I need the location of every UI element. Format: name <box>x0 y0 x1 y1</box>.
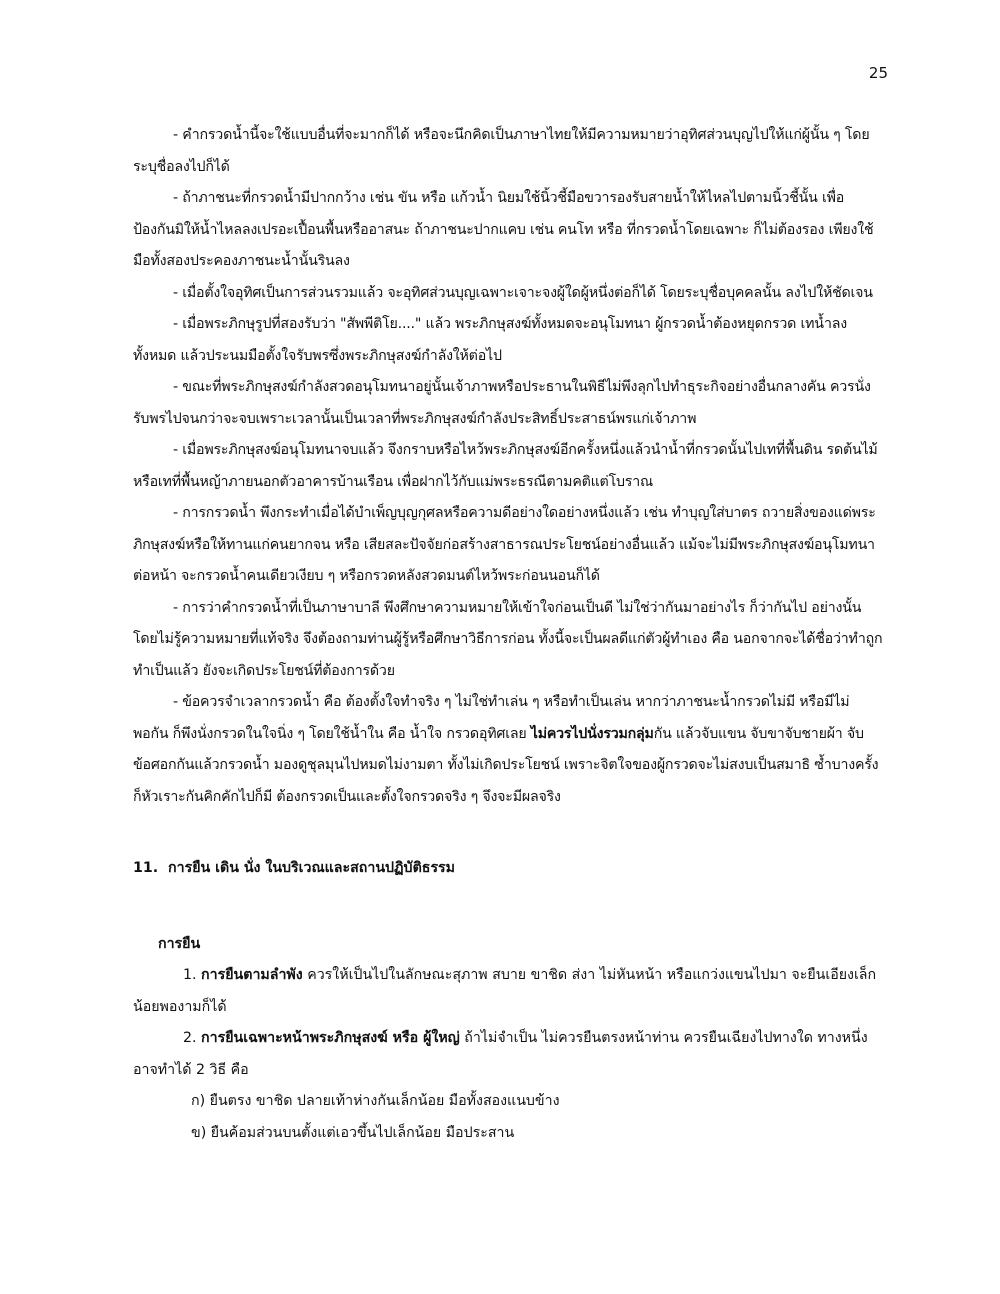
section-title: การยืน เดิน นั่ง ในบริเวณและสถานปฏิบัติธรรม <box>168 860 456 876</box>
item-1-heading: การยืนตามลำพัง <box>201 967 303 983</box>
bullet-paragraph-6: - เมื่อพระภิกษุสงฆ์อนุโมทนาจบแล้ว จึงกราบหรือไหว้พระภิกษุสงฆ์อีกครั้งหนึ่งแล้วนำน้ำที่กรวดนั้นไปเทที่พื้นดิน รดต้นไม้ หรือเทที่พื้นหญ้าภายนอกตัวอาคารบ้านเรือน เพื่อฝากไว้กับแม่พระธรณีตามคติแต่โบราณ <box>133 442 878 490</box>
item-1-text: ควรให้เป็นไปในลักษณะสุภาพ สบาย ขาชิด ส่งา ไม่หันหน้า หรือแกว่งแขนไปมา จะยืนเอียงเล็กน้อยพองามก็ได้ <box>133 967 877 1015</box>
bullet-9-text-after: กัน แล้วจับแขน จับขาจับชายผ้า จับข้อศอกกันแล้วกรวดน้ำ มองดูชุลมุนไปหมดไม่งามตา ทั้งไม่เกิดประโยชน์ เพราะจิตใจของผู้กรวดจะไม่สงบเป็นสมาธิ ซ้ำบางครั้งก็หัวเราะกันคิกคักไปก็มี ต้องกรวดเป็นและตั้งใจกรวดจริง ๆ จึงจะมีผลจริง <box>133 725 879 805</box>
page-number: 25 <box>868 64 888 82</box>
bullet-paragraph-2: - ถ้าภาชนะที่กรวดน้ำมีปากกว้าง เช่น ขัน หรือ แก้วน้ำ นิยมใช้นิ้วชี้มือขวารองรับสายน้ำให้ไหลไปตามนิ้วชี้นั้น เพื่อป้องกันมิให้น้ำไหลลงเปรอะเปื้อนพื้นหรืออาสนะ ถ้าภาชนะปากแคบ เช่น คนโท หรือ ที่กรวดน้ำโดยเฉพาะ ก็ไม่ต้องรอง เพียงใช้มือทั้งสองประคองภาชนะน้ำนั้นรินลง <box>133 190 874 269</box>
bullet-paragraph-8: - การว่าคำกรวดน้ำที่เป็นภาษาบาลี พึงศึกษาความหมายให้เข้าใจก่อนเป็นดี ไม่ใช่ว่ากันมาอย่างไร ก็ว่ากันไป อย่างนั้น โดยไม่รู้ความหมายที่แท้จริง จึงต้องถามท่านผู้รู้หรือศึกษาวิธีการก่อน ทั้งนี้จะเป็นผลดีแก่ตัวผู้ทำเอง คือ นอกจากจะได้ชื่อว่าทำถูกทำเป็นแล้ว ยังจะเกิดประโยชน์ที่ต้องการด้วย <box>133 599 883 679</box>
item-2-label: 2. <box>183 1030 202 1046</box>
bullet-paragraph-5: - ขณะที่พระภิกษุสงฆ์กำลังสวดอนุโมทนาอยู่นั้นเจ้าภาพหรือประธานในพิธีไม่พึงลุกไปทำธุระกิจอย่างอื่นกลางคัน ควรนั่งรับพรไปจนกว่าจะจบเพราะเวลานั้นเป็นเวลาที่พระภิกษุสงฆ์กำลังประสิทธิ์ประสาธน์พรแก่เจ้าภาพ <box>133 379 871 427</box>
section-heading <box>133 853 883 885</box>
bullet-paragraph-4: - เมื่อพระภิกษุรูปที่สองรับว่า "สัพพีติโย...." แล้ว พระภิกษุสงฆ์ทั้งหมดจะอนุโมทนา ผู้กรวดน้ำต้องหยุดกรวด เทน้ำลงทั้งหมด แล้วประนมมือตั้งใจรับพรซึ่งพระภิกษุสงฆ์กำลังให้ต่อไป <box>133 316 847 364</box>
subsection-heading: การยืน <box>158 935 201 952</box>
item-1-label: 1. <box>183 967 202 983</box>
page-body <box>133 120 883 1149</box>
method-option-b: ข) ยืนค้อมส่วนบนตั้งแต่เอวขึ้นไปเล็กน้อย มือประสาน <box>191 1124 515 1141</box>
item-2-text: ถ้าไม่จำเป็น ไม่ควรยืนตรงหน้าท่าน ควรยืนเฉียงไปทางใด ทางหนึ่ง อาจทำได้ 2 วิธี คือ <box>133 1030 868 1078</box>
bullet-paragraph-1: - คำกรวดน้ำนี้จะใช้แบบอื่นที่จะมากก็ได้ หรือจะนึกคิดเป็นภาษาไทยให้มีความหมายว่าอุทิศส่วนบุญไปให้แก่ผู้นั้น ๆ โดยระบุชื่อลงไปก็ได้ <box>133 127 870 175</box>
method-option-a: ก) ยืนตรง ขาชิด ปลายเท้าห่างกันเล็กน้อย มือทั้งสองแนบข้าง <box>191 1093 560 1109</box>
standing-item-1 <box>133 960 883 1023</box>
standing-item-2 <box>133 1023 883 1086</box>
section-number: 11. <box>133 860 159 876</box>
bullet-paragraph-9 <box>133 687 883 813</box>
bullet-9-text-before: - ข้อควรจำเวลากรวดน้ำ คือ ต้องตั้งใจทำจริง ๆ ไม่ใช่ทำเล่น ๆ หรือทำเป็นเล่น หากว่าภาชนะน้ำกรวดไม่มี หรือมีไม่พอกัน ก็พึงนั่งกรวดในใจนิ่ง ๆ โดยใช้น้ำใน คือ น้ำใจ กรวดอุทิศเลย <box>133 694 850 742</box>
item-2-heading: การยืนเฉพาะหน้าพระภิกษุสงฆ์ หรือ ผู้ใหญ่ <box>201 1030 460 1046</box>
bullet-9-bold-phrase: ไม่ควรไปนั่งรวมกลุ่ม <box>530 725 654 742</box>
bullet-paragraph-7: - การกรวดน้ำ พึงกระทำเมื่อได้บำเพ็ญบุญกุศลหรือความดีอย่างใดอย่างหนึ่งแล้ว เช่น ทำบุญใส่บาตร ถวายสิ่งของแด่พระภิกษุสงฆ์หรือให้ทานแก่คนยากจน หรือ เสียสละปัจจัยก่อสร้างสาธารณประโยชน์อย่างอื่นแล้ว แม้จะไม่มีพระภิกษุสงฆ์อนุโมทนาต่อหน้า จะกรวดน้ำคนเดียวเงียบ ๆ หรือกรวดหลังสวดมนต์ไหว้พระก่อนนอนก็ได้ <box>133 505 876 584</box>
bullet-paragraph-3: - เมื่อตั้งใจอุทิศเป็นการส่วนรวมแล้ว จะอุทิศส่วนบุญเฉพาะเจาะจงผู้ใดผู้หนึ่งต่อก็ได้ โดยระบุชื่อบุคคลนั้น ลงไปให้ชัดเจน <box>173 284 873 301</box>
